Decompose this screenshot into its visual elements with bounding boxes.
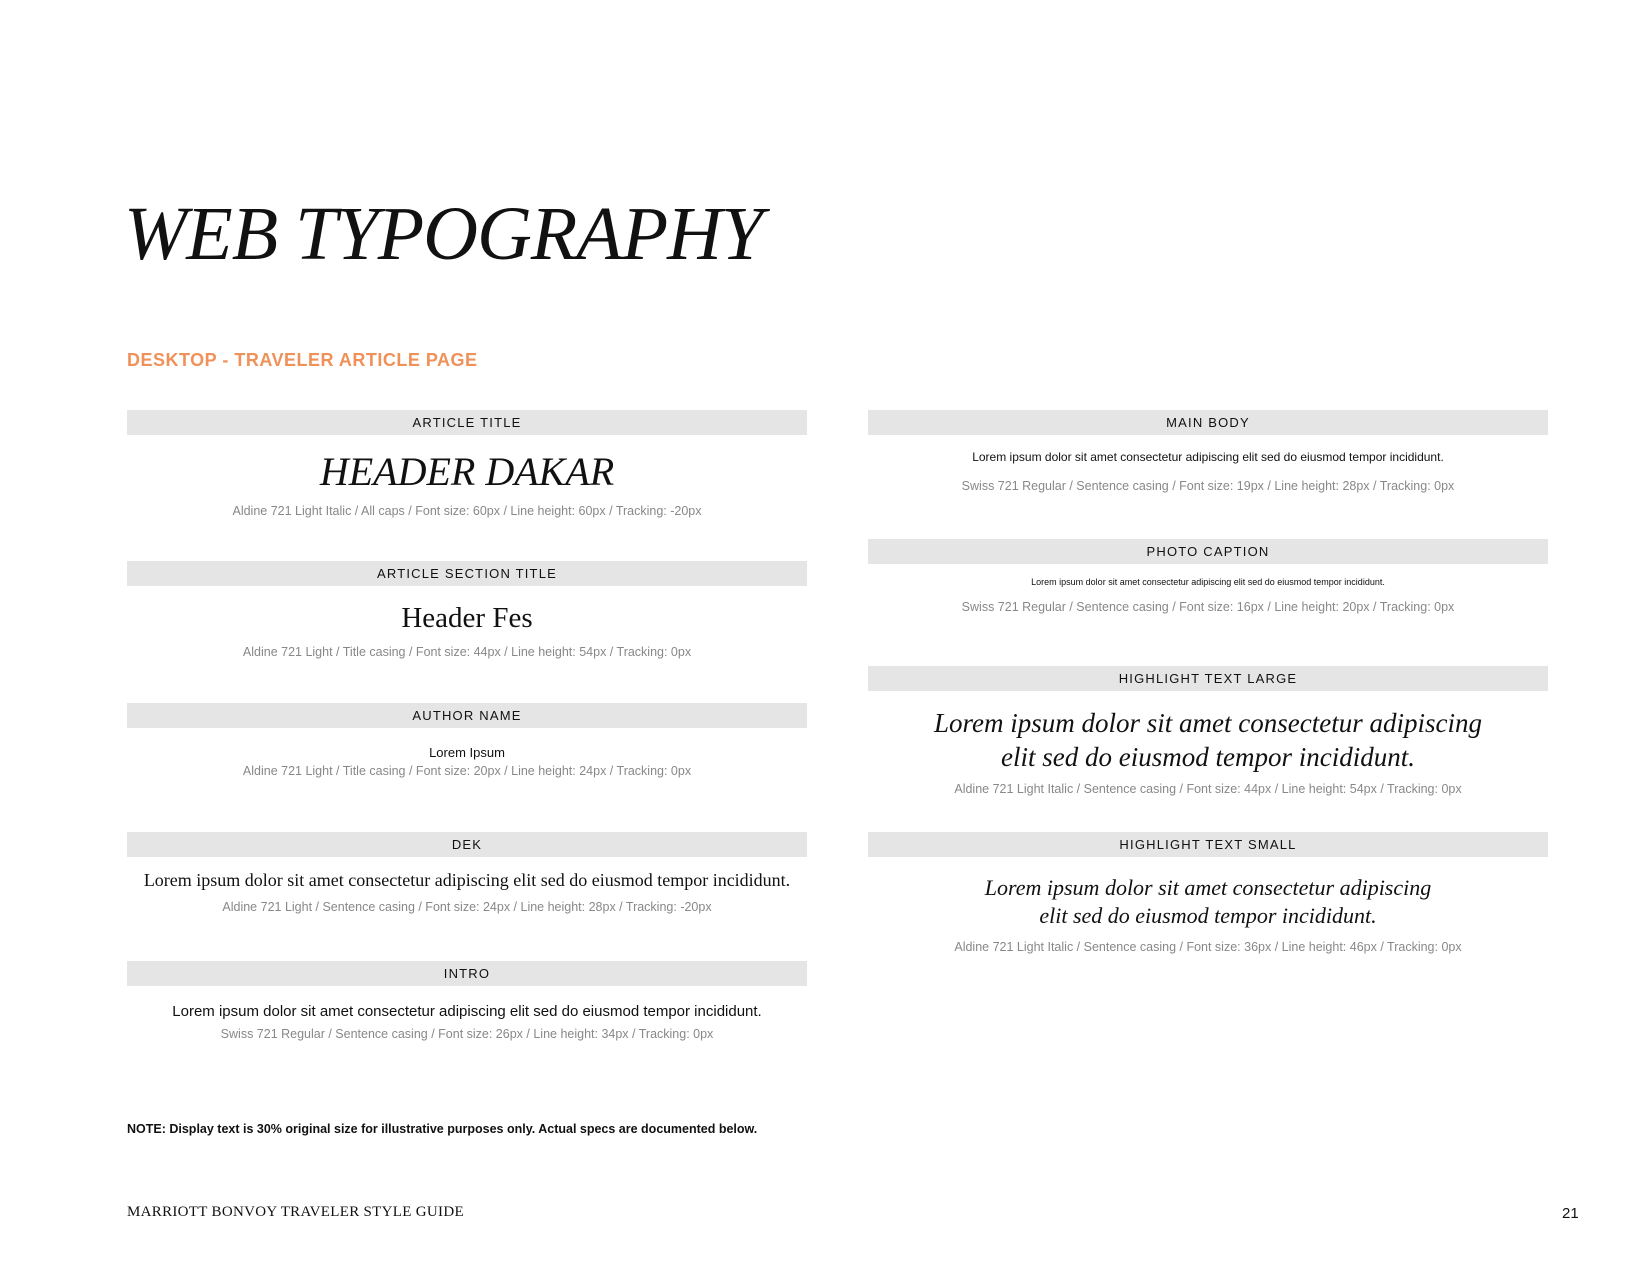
article-title-sample: HEADER DAKAR: [319, 449, 615, 494]
highlight-small-line-1: Lorem ipsum dolor sit amet consectetur adipiscing: [984, 875, 1432, 900]
intro-block: [127, 961, 807, 1041]
intro-sample: Lorem ipsum dolor sit amet consectetur adipiscing elit sed do eiusmod tempor incididunt.: [172, 1003, 762, 1020]
author-name-label: AUTHOR NAME: [127, 703, 807, 728]
main-body-block: [868, 410, 1548, 493]
author-name-sample: Lorem Ipsum: [429, 745, 505, 760]
section-title-spec: Aldine 721 Light / Title casing / Font size: 44px / Line height: 54px / Tracking: 0px: [242, 645, 692, 659]
highlight-large-label: HIGHLIGHT TEXT LARGE: [868, 666, 1548, 691]
photo-caption-sample: Lorem ipsum dolor sit amet consectetur adipiscing elit sed do eiusmod tempor incididunt.: [1031, 577, 1385, 587]
highlight-large-sample: [868, 706, 1548, 774]
highlight-large-block: [868, 666, 1548, 796]
main-body-label: MAIN BODY: [868, 410, 1548, 435]
dek-spec: Aldine 721 Light / Sentence casing / Font size: 24px / Line height: 28px / Tracking: -20px: [222, 900, 712, 914]
dek-block: [127, 832, 807, 914]
photo-caption-block: [868, 539, 1548, 614]
main-body-spec: Swiss 721 Regular / Sentence casing / Font size: 19px / Line height: 28px / Tracking: 0px: [961, 479, 1455, 493]
intro-label: INTRO: [127, 961, 807, 986]
section-title-block: [127, 561, 807, 659]
highlight-small-spec: Aldine 721 Light Italic / Sentence casing / Font size: 36px / Line height: 46px / Tracking: 0px: [954, 940, 1462, 954]
photo-caption-spec: Swiss 721 Regular / Sentence casing / Font size: 16px / Line height: 20px / Tracking: 0px: [961, 600, 1455, 614]
footer-title: MARRIOTT BONVOY TRAVELER STYLE GUIDE: [127, 1204, 464, 1220]
page-title: WEB TYPOGRAPHY: [124, 192, 763, 276]
author-name-spec: Aldine 721 Light / Title casing / Font size: 20px / Line height: 24px / Tracking: 0px: [242, 764, 692, 778]
article-title-label: ARTICLE TITLE: [127, 410, 807, 435]
intro-spec: Swiss 721 Regular / Sentence casing / Font size: 26px / Line height: 34px / Tracking: 0px: [220, 1027, 714, 1041]
page-subtitle: DESKTOP - TRAVELER ARTICLE PAGE: [127, 350, 478, 370]
article-title-block: [127, 410, 807, 518]
section-title-label: ARTICLE SECTION TITLE: [127, 561, 807, 586]
highlight-small-label: HIGHLIGHT TEXT SMALL: [868, 832, 1548, 857]
highlight-small-sample: [868, 874, 1548, 930]
main-body-sample: Lorem ipsum dolor sit amet consectetur adipiscing elit sed do eiusmod tempor incididunt.: [972, 450, 1444, 464]
dek-sample: Lorem ipsum dolor sit amet consectetur adipiscing elit sed do eiusmod tempor incididunt.: [143, 870, 791, 890]
article-title-spec: Aldine 721 Light Italic / All caps / Font size: 60px / Line height: 60px / Tracking: -20px: [232, 504, 702, 518]
author-name-block: [127, 703, 807, 778]
highlight-small-block: [868, 832, 1548, 954]
highlight-large-spec: Aldine 721 Light Italic / Sentence casing / Font size: 44px / Line height: 54px / Tracking: 0px: [954, 782, 1462, 796]
highlight-small-line-2: elit sed do eiusmod tempor incididunt.: [1039, 903, 1377, 928]
highlight-large-line-2: elit sed do eiusmod tempor incididunt.: [1001, 742, 1415, 772]
display-note: NOTE: Display text is 30% original size for illustrative purposes only. Actual specs are documented below.: [127, 1122, 758, 1136]
highlight-large-line-1: Lorem ipsum dolor sit amet consectetur adipiscing: [934, 708, 1482, 738]
section-title-sample: Header Fes: [401, 602, 533, 634]
dek-label: DEK: [127, 832, 807, 857]
photo-caption-label: PHOTO CAPTION: [868, 539, 1548, 564]
page-number: 21: [1562, 1205, 1579, 1222]
